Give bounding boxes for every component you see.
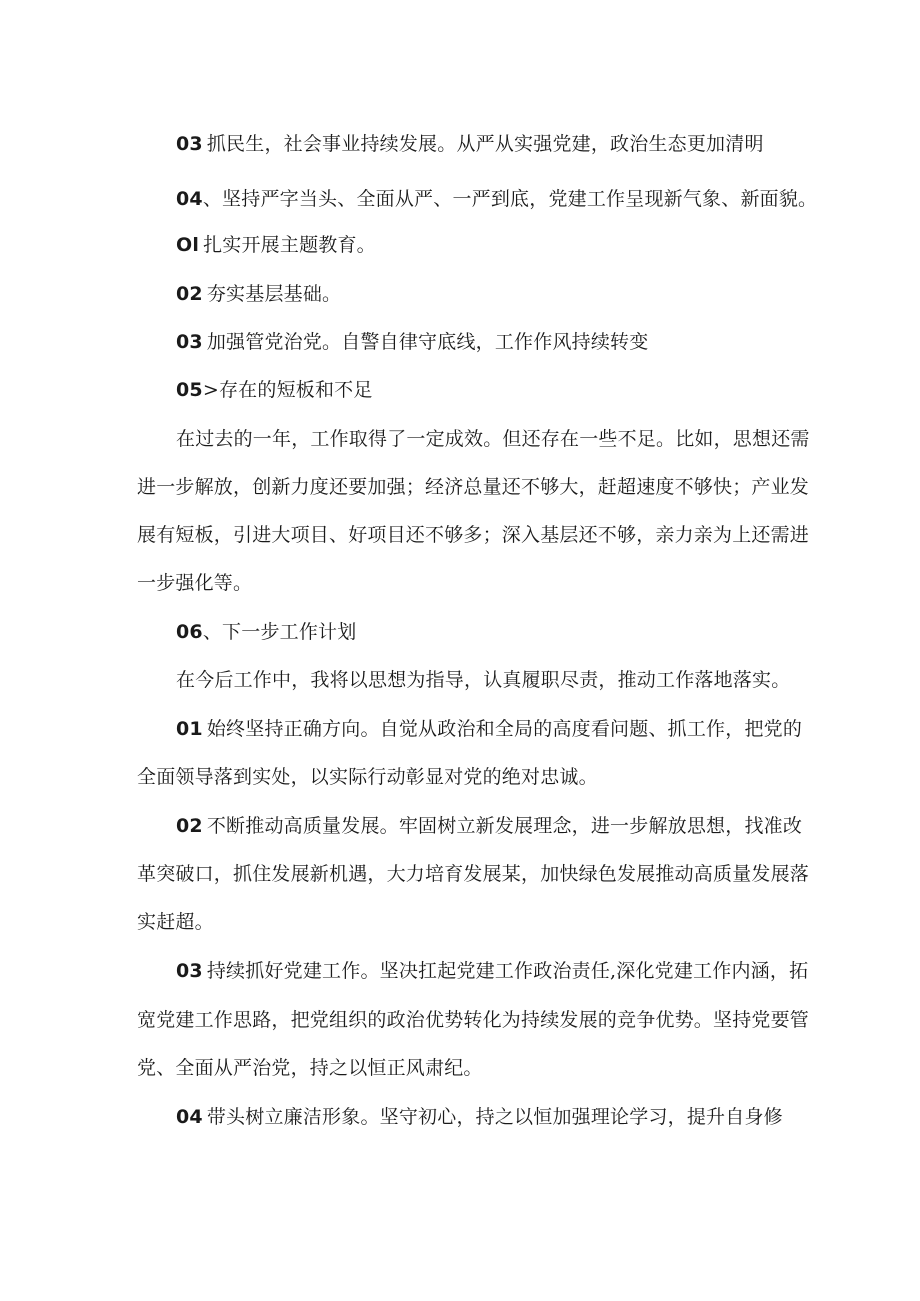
item-number: 02 <box>176 283 203 305</box>
item-number: 02 <box>176 815 203 837</box>
paragraph-line <box>137 522 809 548</box>
paragraph-text: 扎实开展主题教育。 <box>203 234 376 256</box>
paragraph-text: 夯实基层基础。 <box>206 283 342 305</box>
paragraph-text: 党、全面从严治党，持之以恒正风肃纪。 <box>137 1057 483 1079</box>
paragraph-line <box>176 1104 783 1130</box>
paragraph-line <box>137 1007 809 1033</box>
item-number: 06 <box>176 621 203 643</box>
paragraph-text: 持续抓好党建工作。坚决扛起党建工作政治责任,深化党建工作内涵，拓 <box>206 960 809 982</box>
section-heading <box>176 377 373 403</box>
paragraph-line <box>137 861 809 887</box>
paragraph-line <box>176 716 802 742</box>
item-number: 04 <box>176 188 203 210</box>
paragraph-text: 抓民生，社会事业持续发展。从严从实强党建，政治生态更加清明 <box>206 133 764 155</box>
paragraph-line <box>176 186 817 212</box>
paragraph-line <box>176 329 648 355</box>
paragraph-line <box>176 813 802 839</box>
item-number: Ol <box>176 234 200 256</box>
item-number: 04 <box>176 1106 203 1128</box>
paragraph-text: 始终坚持正确方向。自觉从政治和全局的高度看问题、抓工作，把党的 <box>206 718 803 740</box>
paragraph-text: 革突破口，抓住发展新机遇，大力培育发展某，加快绿色发展推动高质量发展落 <box>137 863 810 885</box>
paragraph-line <box>137 764 598 790</box>
item-number: 03 <box>176 133 203 155</box>
paragraph-text: 加强管党治党。自警自律守底线，工作作风持续转变 <box>206 331 649 353</box>
paragraph-line <box>137 474 809 500</box>
paragraph-line <box>176 232 376 258</box>
paragraph-text: 展有短板，引进大项目、好项目还不够多；深入基层还不够，亲力亲为上还需进 <box>137 524 810 546</box>
paragraph-line <box>137 909 214 935</box>
paragraph-text: 实赶超。 <box>137 911 214 933</box>
paragraph-line <box>176 958 808 984</box>
item-number: 01 <box>176 718 203 740</box>
paragraph-text: 全面领导落到实处，以实际行动彰显对党的绝对忠诚。 <box>137 766 598 788</box>
paragraph-text: 一步强化等。 <box>137 572 253 594</box>
paragraph-line <box>176 426 810 452</box>
item-number: 03 <box>176 331 203 353</box>
item-number: 05 <box>176 379 203 401</box>
paragraph-line <box>176 667 790 693</box>
heading-text: >存在的短板和不足 <box>202 379 373 401</box>
paragraph-text: 在今后工作中，我将以思想为指导，认真履职尽责，推动工作落地落实。 <box>176 669 791 691</box>
paragraph-text: 、坚持严字当头、全面从严、一严到底，党建工作呈现新气象、新面貌。 <box>202 188 818 210</box>
paragraph-line <box>176 131 764 157</box>
paragraph-text: 带头树立廉洁形象。坚守初心，持之以恒加强理论学习，提升自身修 <box>206 1106 783 1128</box>
paragraph-text: 在过去的一年，工作取得了一定成效。但还存在一些不足。比如，思想还需 <box>176 428 810 450</box>
item-number: 03 <box>176 960 203 982</box>
paragraph-line <box>176 281 341 307</box>
heading-text: 、下一步工作计划 <box>202 621 357 643</box>
paragraph-text: 宽党建工作思路，把党组织的政治优势转化为持续发展的竞争优势。坚持党要管 <box>137 1009 810 1031</box>
paragraph-line <box>137 570 252 596</box>
paragraph-line <box>137 1055 483 1081</box>
section-heading <box>176 619 356 645</box>
paragraph-text: 进一步解放，创新力度还要加强；经济总量还不够大，赶超速度不够快；产业发 <box>137 476 810 498</box>
paragraph-text: 不断推动高质量发展。牢固树立新发展理念，进一步解放思想，找准改 <box>206 815 803 837</box>
